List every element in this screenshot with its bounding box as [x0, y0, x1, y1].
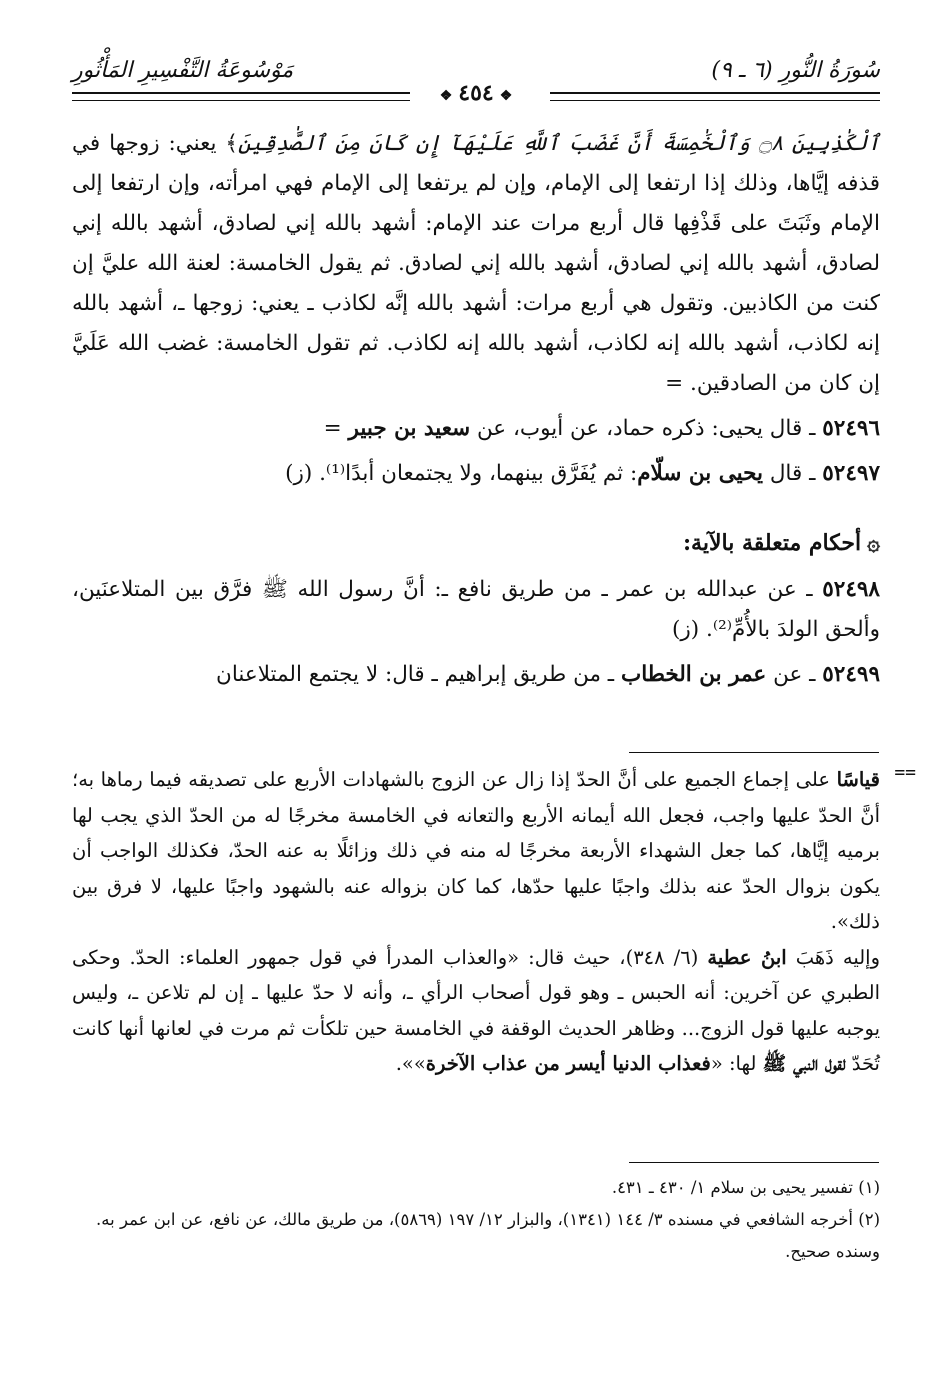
book-title: مَوْسُوعَةُ التَّفْسِيرِ المَأْثُورِ	[72, 58, 294, 83]
main-text	[72, 124, 880, 695]
narration-52498	[72, 570, 880, 650]
footnotes	[72, 1172, 880, 1268]
page-number	[434, 80, 519, 106]
narration-number: ٥٢٤٩٦	[822, 416, 880, 441]
section-heading	[72, 524, 880, 562]
footnote: (٢) أخرجه الشافعي في مسنده ٣/ ١٤٤ (١٣٤١)، والبزار ١٢/ ١٩٧ (٥٨٦٩)، من طريق مالك، عن نافع، عن ابن عمر به.	[96, 1210, 880, 1229]
scholar-name: ابنُ عطية	[707, 945, 787, 969]
narration-number: ٥٢٤٩٨	[822, 577, 880, 602]
commentary-paragraph	[72, 762, 880, 940]
page-number-value: ٤٥٤	[458, 80, 494, 106]
narrator-name: عمر بن الخطاب	[620, 662, 767, 687]
section-heading-text: أحكام متعلقة بالآية:	[682, 530, 862, 556]
commentary-paragraph	[72, 940, 880, 1082]
continuation-mark: =	[323, 416, 342, 441]
commentary-block	[72, 762, 916, 1082]
narrator-name: سعيد بن جبير	[348, 416, 471, 441]
narration-text: ـ قال	[769, 461, 816, 486]
ornament-icon: ❖	[439, 88, 453, 104]
narration-text: ـ من طريق إبراهيم ـ قال: لا يجتمع المتلاعنان	[216, 662, 615, 687]
hadith-quote: فعذاب الدنيا أيسر من عذاب الآخرة	[425, 1052, 711, 1075]
emphasis-text: قياسًا	[836, 768, 880, 791]
commentary-text: على إجماع الجميع على أنَّ الحدّ إذا زال عن الزوج بالشهادات الأربع على تصديقه فيما رماها به؛ أنَّ الحدّ عليها واجب، فجعل الله أيمانه الأربع والتعانه في الخامسة مخرجًا له من الحدّ الذي يجب لها برميه إيَّاها، كما جعل الشهداء الأربعة مخرجًا له منه في ذلك وزائلًا به عنه الحدّ، فكذلك الواجب أن يكون بزوال الحدّ عنه بذلك واجبًا عليها حدّها، كما كان بزواله عنه بالشهود واجبًا عليها، لا فرق بين ذلك».	[72, 768, 880, 933]
surah-title: سُورَةُ النُّورِ (٦ ـ ٩)	[711, 58, 880, 83]
narration-52496	[72, 409, 880, 449]
narration-text: ـ عن عبدالله بن عمر ـ من طريق نافع ـ: أنَّ رسول الله ﷺ فرَّق بين المتلاعنَين، وألحق الولدَ بالأُمِّ⁽²⁾. (ز)	[72, 577, 880, 642]
header-rule-left	[72, 92, 410, 101]
narration-52497	[72, 454, 880, 494]
ornament-icon: ❖	[499, 88, 513, 104]
emphasis-text: لقول النبي ﷺ	[762, 1052, 846, 1075]
header-rule-right	[550, 92, 880, 101]
narration-text: ـ قال يحيى: ذكره حماد، عن أيوب، عن	[476, 416, 816, 441]
intro-paragraph	[72, 124, 880, 404]
commentary-text: (٦/ ٣٤٨)، حيث قال: «والعذاب المدرأ في قول جمهور العلماء: الحدّ. وحكى الطبري عن آخرين: أنه الحبس ـ وهو قول أصحاب الرأي ـ، وأنه لا حدّ عليها ـ إن لم تلاعن ـ، وليس يوجبه عليها قول الزوج... وظاهر الحديث الوقفة في الخامسة حين تلكأت ثم مرت في لعانها أنها كانت تُحَدّ	[72, 945, 880, 1075]
footnote: وسنده صحيح.	[785, 1242, 880, 1261]
narration-text: : ثم يُفَرَّق بينهما، ولا يجتمعان أبدًا⁽¹⁾. (ز)	[285, 461, 638, 486]
commentary-divider	[629, 752, 879, 753]
quran-verse: ٱلْكَٰذِبِينَ ۝٨ وَٱلْخَٰمِسَةَ أَنَّ غَضَبَ ٱللَّهِ عَلَيْهَآ إِن كَانَ مِنَ ٱلصَّٰدِقِينَ	[237, 131, 880, 156]
commentary-text: لها: «	[710, 1052, 757, 1075]
narrator-name: يحيى بن سلّام	[637, 461, 763, 486]
footnote-divider	[629, 1162, 879, 1163]
narration-52499	[72, 655, 880, 695]
continuation-mark: ==	[894, 762, 916, 783]
footnote: (١) تفسير يحيى بن سلام ١/ ٤٣٠ ـ ٤٣١.	[611, 1178, 880, 1197]
intro-text: ﴾ يعني: زوجها في قذفه إيَّاها، وذلك إذا ارتفعا إلى الإمام، وإن لم يرتفعا إلى الإمام فهي امرأته، وإن ارتفعا إلى الإمام وثَبَتَ على قَذْفِها قال أربع مرات عند الإمام: أشهد بالله إني لصادق، أشهد بالله إني لصادق، أشهد بالله إني لصادق، أشهد بالله إني لصادق. ثم يقول الخامسة: لعنة الله عليَّ إن كنت من الكاذبين. وتقول هي أربع مرات: أشهد بالله إنَّه لكاذب ـ يعني: زوجها ـ، أشهد بالله إنه لكاذب، أشهد بالله إنه لكاذب، أشهد بالله إنه لكاذب. ثم تقول الخامسة: غضب الله عَلَيَّ إن كان من الصادقين. =	[72, 131, 880, 396]
page-header	[72, 58, 880, 114]
narration-text: ـ عن	[773, 662, 816, 687]
star-icon: ۞	[867, 530, 880, 556]
narration-number: ٥٢٤٩٩	[822, 662, 880, 687]
commentary-text: وإليه ذَهَبَ	[795, 945, 880, 969]
commentary-text: »».	[395, 1052, 426, 1075]
narration-number: ٥٢٤٩٧	[822, 461, 880, 486]
